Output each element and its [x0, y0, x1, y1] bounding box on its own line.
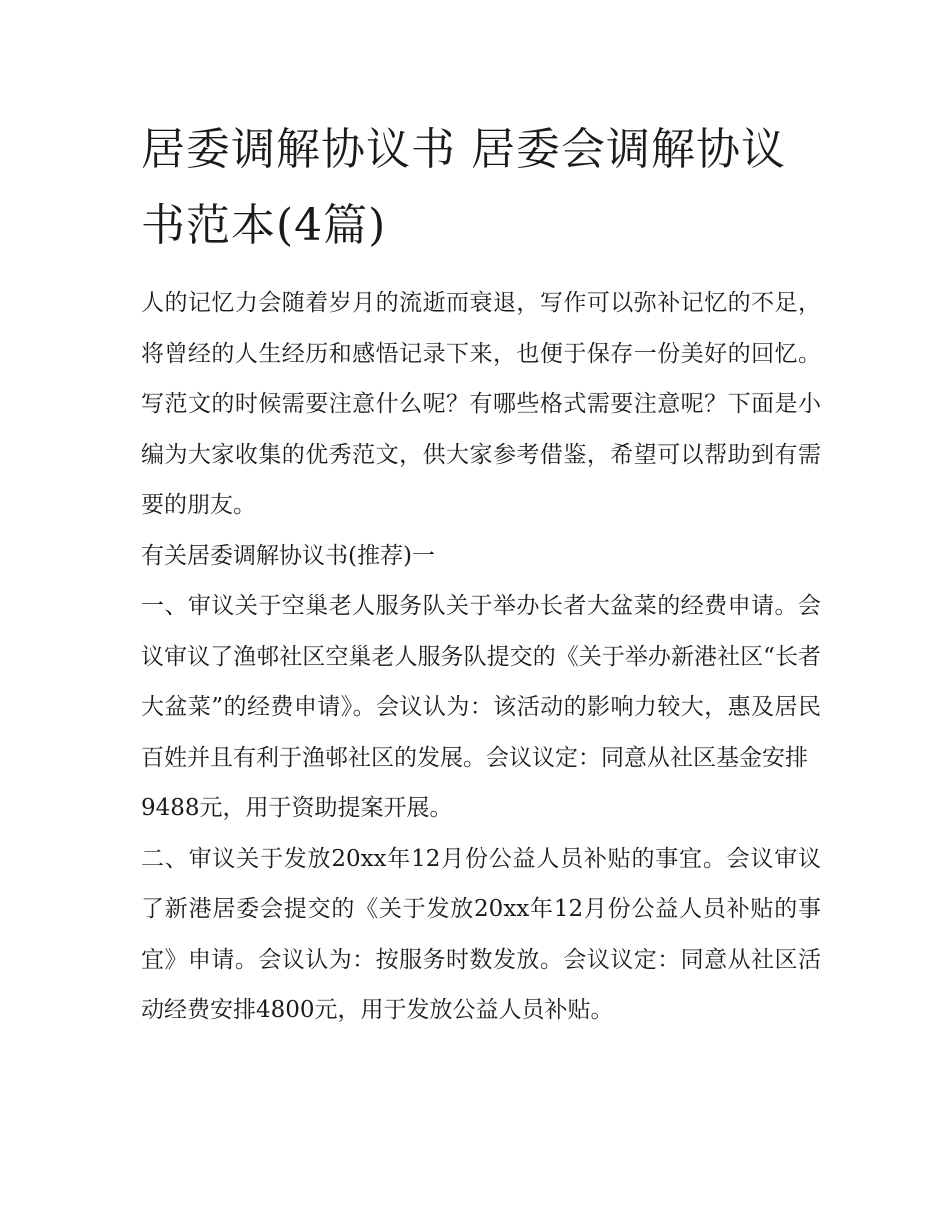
section-heading: 有关居委调解协议书(推荐)一 [141, 542, 435, 569]
document-title: 居委调解协议书 居委会调解协议书范本(4篇) [141, 124, 786, 251]
intro-paragraph: 人的记忆力会随着岁月的流逝而衰退，写作可以弥补记忆的不足，将曾经的人生经历和感悟记录下来，也便于保存一份美好的回忆。写范文的时候需要注意什么呢？有哪些格式需要注意呢？下面是小编为大家收集的优秀范文，供大家参考借鉴，希望可以帮助到有需要的朋友。 [141, 290, 821, 518]
item-two-paragraph: 二、审议关于发放20xx年12月份公益人员补贴的事宜。会议审议了新港居委会提交的《关于发放20xx年12月份公益人员补贴的事宜》申请。会议认为：按服务时数发放。会议议定：同意从社区活动经费安排4800元，用于发放公益人员补贴。 [141, 845, 821, 1023]
document-body [141, 112, 821, 1036]
item-one-paragraph: 一、审议关于空巢老人服务队关于举办长者大盆菜的经费申请。会议审议了渔邨社区空巢老人服务队提交的《关于举办新港社区“长者大盆菜”的经费申请》。会议认为：该活动的影响力较大，惠及居民百姓并且有利于渔邨社区的发展。会议议定：同意从社区基金安排 [141, 593, 821, 771]
item-one-amount-paragraph: 9488元，用于资助提案开展。 [141, 795, 453, 821]
